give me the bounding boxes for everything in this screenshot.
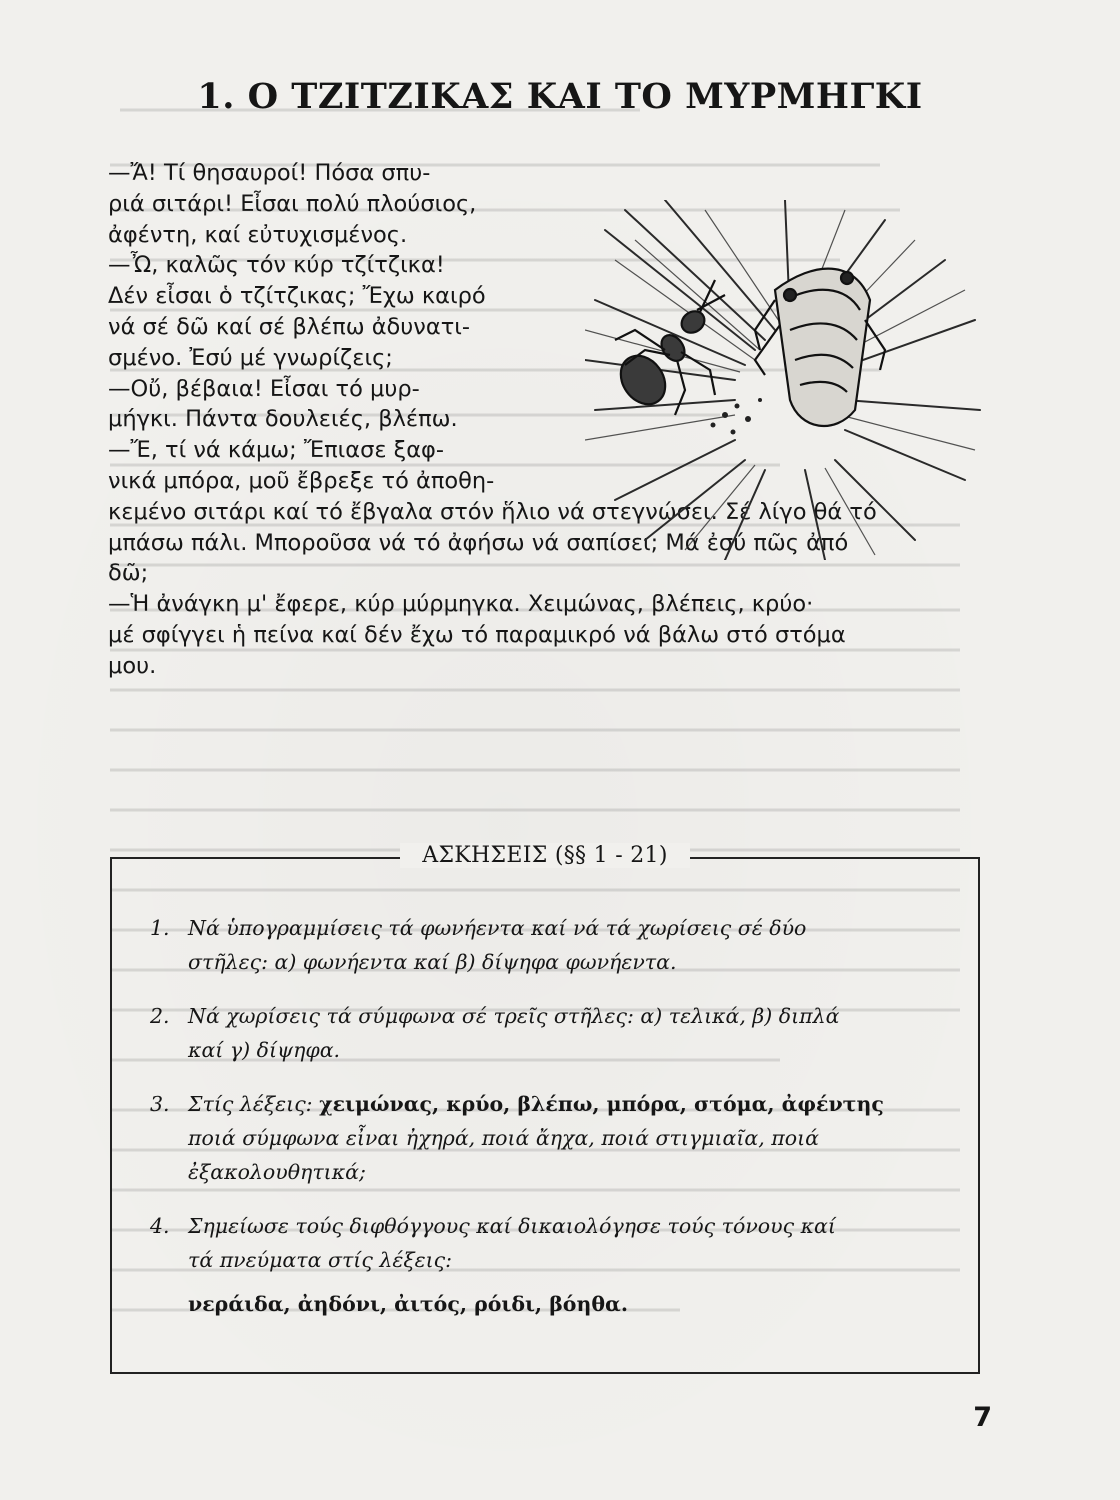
exercise-number: 1. [150, 916, 170, 940]
exercise-text [188, 1209, 970, 1277]
exercise-heading-label: ΑΣΚΗΣΕΙΣ (§§ 1 - 21) [400, 843, 690, 868]
story-line: νά σέ δῶ καί σέ βλέπω ἀδυνατι- [108, 313, 470, 340]
page-number: 7 [973, 1402, 992, 1433]
story-line: δῶ; [108, 560, 149, 587]
exercise-item [150, 1087, 970, 1189]
exercise-number: 2. [150, 1004, 170, 1028]
exercise-item [150, 999, 970, 1067]
cicada-and-ant-illustration [585, 200, 985, 560]
exercise-line: Νά ὑπογραμμίσεις τά φωνήεντα καί νά τά χωρίσεις σέ δύο [188, 916, 807, 940]
exercise-line: τά πνεύματα στίς λέξεις: [188, 1248, 453, 1272]
story-line: ριά σιτάρι! Εἶσαι πολύ πλούσιος, [108, 190, 477, 217]
exercise-line: Σημείωσε τούς διφθόγγους καί δικαιολόγησε τούς τόνους καί [188, 1214, 836, 1238]
exercise-number: 4. [150, 1214, 170, 1238]
exercise-number: 3. [150, 1092, 170, 1116]
exercise-line: στῆλες: α) φωνήεντα καί β) δίψηφα φωνήεντα. [188, 950, 677, 974]
exercise-item [150, 911, 970, 979]
exercise-line: ἐξακολουθητικά; [188, 1160, 366, 1184]
exercise-item [150, 1209, 970, 1277]
story-line: νικά μπόρα, μοῦ ἔβρεξε τό ἀποθη- [108, 467, 495, 494]
exercise-line [188, 1087, 970, 1121]
exercise-text [188, 1087, 970, 1189]
story-line: μπάσω πάλι. Μποροῦσα νά τό ἀφήσω νά σαπίσει; Μά ἐσύ πῶς ἀπό [108, 529, 849, 556]
story-line: μήγκι. Πάντα δουλειές, βλέπω. [108, 406, 458, 433]
story-line: μου. [108, 652, 157, 679]
exercise-box [110, 843, 980, 1374]
exercise-heading [112, 843, 978, 868]
story-line: κεμένο σιτάρι καί τό ἔβγαλα στόν ἥλιο νά στεγνώσει. Σέ λίγο θά τό [108, 498, 877, 525]
exercise-text [188, 911, 970, 979]
story-line: Δέν εἶσαι ὁ τζίτζικας; Ἔχω καιρό [108, 283, 486, 310]
story-line: —Ἔ, τί νά κάμω; Ἔπιασε ξαφ- [108, 437, 444, 464]
story-line: σμένο. Ἐσύ μέ γνωρίζεις; [108, 344, 393, 371]
story-line: —Οὔ, βέβαια! Εἶσαι τό μυρ- [108, 375, 420, 402]
story-line: —Ὦ, καλῶς τόν κύρ τζίτζικα! [108, 252, 445, 279]
exercise-prefix: Στίς λέξεις: [188, 1092, 320, 1116]
story-line: —Ἡ ἀνάγκη μ' ἔφερε, κύρ μύρμηγκα. Χειμώνας, βλέπεις, κρύο· [108, 591, 814, 618]
exercise-words: χειμώνας, κρύο, βλέπω, μπόρα, στόμα, ἀφέντης [319, 1092, 884, 1116]
exercise-line: Νά χωρίσεις τά σύμφωνα σέ τρεῖς στῆλες: α) τελικά, β) διπλά [188, 1004, 840, 1028]
story-line: —Ἄ! Τί θησαυροί! Πόσα σπυ- [108, 160, 431, 186]
exercise-line: καί γ) δίψηφα. [188, 1038, 341, 1062]
exercise-list [150, 911, 970, 1321]
exercise-text [188, 999, 970, 1067]
exercise-line: ποιά σύμφωνα εἶναι ἠχηρά, ποιά ἄηχα, ποιά στιγμιαῖα, ποιά [188, 1126, 819, 1150]
story-line: ἀφέντη, καί εὐτυχισμένος. [108, 221, 408, 248]
story-line: μέ σφίγγει ἡ πείνα καί δέν ἔχω τό παραμικρό νά βάλω στό στόμα [108, 621, 846, 648]
exercise-words: νεράιδα, ἀηδόνι, ἀιτός, ρόιδι, βόηθα. [188, 1292, 628, 1316]
page-title: 1. Ο ΤΖΙΤΖΙΚΑΣ ΚΑΙ ΤΟ ΜΥΡΜΗΓΚΙ [197, 76, 923, 117]
